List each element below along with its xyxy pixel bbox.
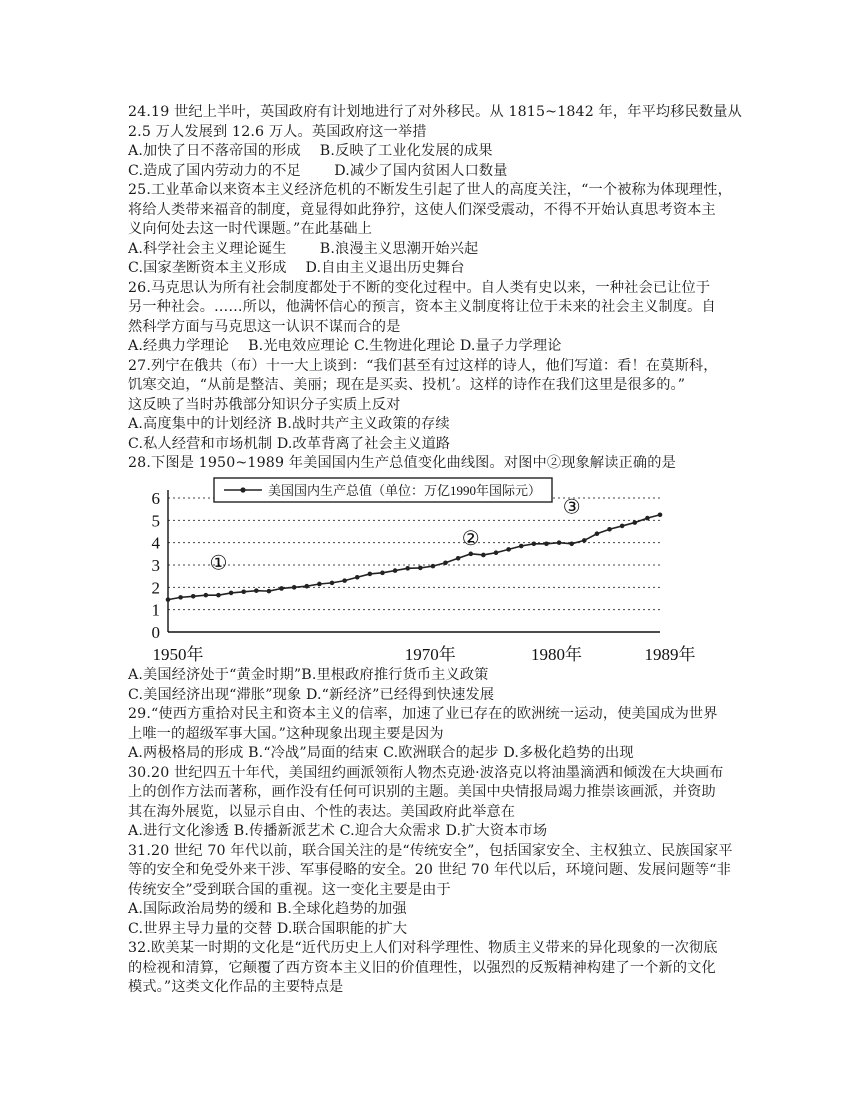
data-point [267, 589, 272, 594]
data-point [317, 582, 322, 587]
y-tick-label: 2 [151, 578, 160, 598]
data-point [431, 564, 436, 569]
text-line: C.国家垄断资本主义形成 D.自由主义退出历史舞台 [128, 260, 465, 276]
text-line: 30.20 世纪四五十年代，美国纽约画派领衔人物杰克逊·波洛克以将油墨滴洒和倾泼在大块画布 [128, 764, 724, 781]
data-point [645, 516, 650, 521]
text-line: A.经典力学理论 B.光电效应理论 C.生物进化理论 D.量子力学理论 [128, 338, 562, 354]
annotation-label: ③ [562, 496, 581, 519]
data-point [506, 547, 511, 552]
data-point [393, 568, 398, 573]
text-line: A.国际政治局势的缓和 B.全球化趋势的加强 [128, 901, 407, 917]
data-point [204, 593, 209, 598]
data-point [342, 578, 347, 583]
text-line: 26.马克思认为所有社会制度都处于不断的变化过程中。自人类有史以来，一种社会已让位于 [128, 279, 711, 296]
data-point [595, 531, 600, 536]
data-point [254, 588, 259, 593]
y-tick-label: 5 [151, 511, 160, 531]
data-point [481, 553, 486, 558]
text-line: 模式。”这类文化作品的主要特点是 [128, 979, 344, 995]
x-tick-label: 1980年 [530, 645, 582, 664]
data-point [166, 597, 171, 602]
x-tick-label: 1989年 [644, 645, 696, 664]
legend-label: 美国国内生产总值（单位：万亿1990年国际元） [268, 483, 542, 498]
data-point [519, 544, 524, 549]
text-line: 将给人类带来福音的制度，竟显得如此狰狞，这使人们深受震动，不得不开始认真思考资本主 [128, 201, 716, 218]
data-point [191, 594, 196, 599]
text-line: 其在海外展览，以显示自由、个性的表达。美国政府此举意在 [128, 803, 516, 820]
text-line: 29.“使西方重拾对民主和资本主义的信率，加速了业已存在的欧洲统一运动，使美国成为世界 [128, 706, 718, 722]
text-line: 然科学方面与马克思这一认识不谋而合的是 [128, 318, 401, 335]
y-tick-label: 1 [151, 600, 160, 620]
data-point [292, 585, 297, 590]
text-line: 传统安全”受到联合国的重视。这一变化主要是由于 [128, 881, 451, 898]
text-line: A.美国经济处于“黄金时期”B.里根政府推行货币主义政策 [128, 667, 489, 683]
y-tick-label: 4 [151, 533, 160, 553]
data-point [216, 593, 221, 598]
data-point [178, 595, 183, 600]
text-line: 等的安全和免受外来干涉、军事侵略的安全。20 世纪 70 年代以后，环境问题、发展问题等“非 [128, 862, 731, 878]
data-point [658, 512, 663, 517]
data-point [632, 520, 637, 525]
text-line: 28.下图是 1950~1989 年美国国内生产总值变化曲线图。对图中②现象解读正确的是 [128, 455, 676, 471]
data-point [456, 556, 461, 561]
text-line: 2.5 万人发展到 12.6 万人。英国政府这一举措 [128, 123, 427, 140]
text-line: 这反映了当时苏俄部分知识分子实质上反对 [128, 396, 401, 413]
y-tick-label: 6 [151, 489, 160, 508]
y-tick-label: 0 [151, 623, 160, 642]
text-line: 27.列宁在俄共（布）十一大上谈到：“我们甚至有过这样的诗人，他们写道：看！在莫斯科， [128, 357, 718, 374]
data-point [380, 571, 385, 576]
annotation-label: ② [461, 527, 480, 550]
data-point [241, 590, 246, 595]
gdp-line-chart [140, 472, 700, 668]
data-point [607, 527, 612, 532]
text-line: 上的创作方法而著称，画作没有任何可识别的主题。美国中央情报局竭力推崇该画派，并资助 [128, 784, 716, 800]
data-point [368, 572, 373, 577]
text-line: A.进行文化渗透 B.传播新派艺术 C.迎合大众需求 D.扩大资本市场 [128, 823, 548, 839]
data-point [418, 566, 423, 571]
text-line: A.高度集中的计划经济 B.战时共产主义政策的存续 [128, 416, 450, 432]
text-line: 饥寒交迫，“从前是整洁、美丽；现在是买卖、投机ʼ。这样的诗作在我们这里是很多的。” [128, 377, 686, 393]
text-line: 24.19 世纪上半叶，英国政府有计划地进行了对外移民。从 1815~1842 年，年平均移民数量从 [128, 104, 742, 120]
data-point [532, 541, 537, 546]
text-line: A.两极格局的形成 B.“冷战”局面的结束 C.欧洲联合的起步 D.多极化趋势的出现 [128, 745, 634, 761]
text-line: 上唯一的超级军事大国。”这种现象出现主要是因为 [128, 725, 444, 742]
text-line: 32.欧美某一时期的文化是“近代历史上人们对科学理性、物质主义带来的异化现象的一次彻底 [128, 940, 718, 956]
data-point [494, 550, 499, 555]
text-line: A.科学社会主义理论诞生 B.浪漫主义思潮开始兴起 [128, 240, 479, 257]
data-point [355, 575, 360, 580]
data-point [405, 566, 410, 571]
chart-svg [140, 472, 700, 668]
annotation-label: ① [209, 552, 228, 575]
data-point [443, 560, 448, 565]
text-line: C.世界主导力量的交替 D.联合国职能的扩大 [128, 920, 408, 937]
text-line: A.加快了日不落帝国的形成 B.反映了工业化发展的成果 [128, 143, 493, 159]
text-line: C.造成了国内劳动力的不足 D.减少了国内贫困人口数量 [128, 162, 508, 179]
text-line: 25.工业革命以来资本主义经济危机的不断发生引起了世人的高度关注，“一个被称为体现理性， [128, 182, 732, 198]
text-line: 义向何处去这一时代课题。”在此基础上 [128, 221, 373, 237]
data-point [620, 524, 625, 529]
text-line: 31.20 世纪 70 年代以前，联合国关注的是“传统安全”，包括国家安全、主权独立、民族国家平 [128, 842, 733, 859]
data-point [330, 581, 335, 586]
text-line: C.美国经济出现“滞胀”现象 D.“新经济”已经得到快速发展 [128, 686, 495, 703]
data-point [304, 584, 309, 589]
data-point [544, 541, 549, 546]
y-tick-label: 3 [151, 556, 160, 575]
text-line: 的检视和清算，它颠覆了西方资本主义旧的价值理性，以强烈的反叛精神构建了一个新的文化 [128, 959, 716, 976]
data-point [279, 586, 284, 591]
x-tick-label: 1970年 [404, 645, 456, 664]
legend-marker [240, 487, 245, 492]
text-line: C.私人经营和市场机制 D.改革背离了社会主义道路 [128, 435, 451, 452]
text-line: 另一种社会。……所以，他满怀信心的预言，资本主义制度将让位于未来的社会主义制度。自 [128, 299, 716, 315]
data-point [468, 552, 473, 557]
x-tick-label: 1950年 [152, 645, 204, 664]
data-point [582, 538, 587, 543]
data-point [557, 540, 562, 545]
data-point [569, 541, 574, 546]
data-point [229, 591, 234, 596]
